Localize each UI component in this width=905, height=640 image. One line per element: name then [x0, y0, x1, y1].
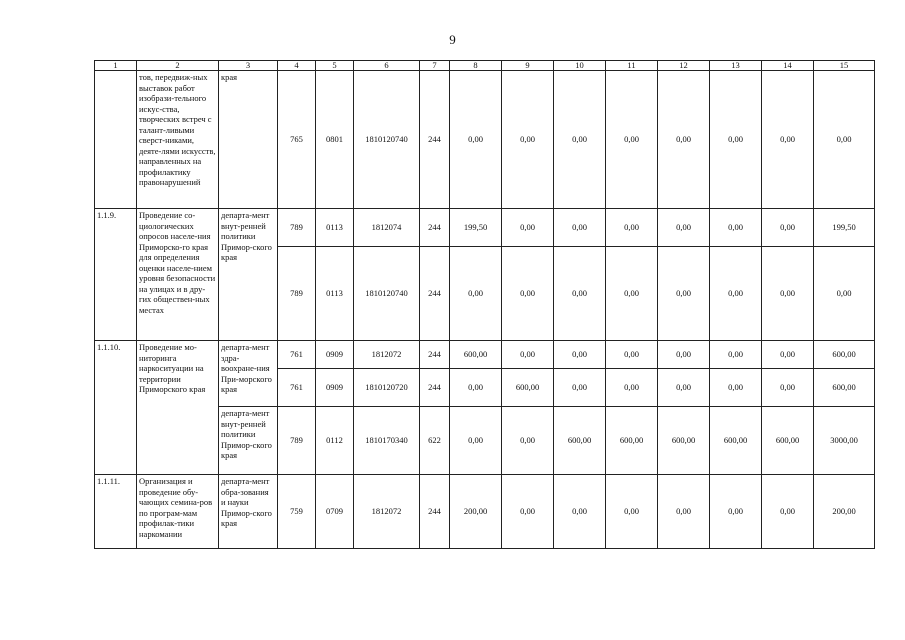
table-cell: 244 — [420, 369, 450, 407]
table-cell: 244 — [420, 475, 450, 549]
table-cell: 789 — [278, 209, 316, 247]
table-cell: 244 — [420, 247, 450, 341]
table-cell: 789 — [278, 407, 316, 475]
table-cell: 0,00 — [606, 209, 658, 247]
table-cell: 1812072 — [354, 475, 420, 549]
table-cell: 0,00 — [606, 341, 658, 369]
table-cell: 14 — [762, 61, 814, 71]
table-cell: 1.1.10. — [95, 341, 137, 475]
table-cell: 244 — [420, 209, 450, 247]
table-cell: 0113 — [316, 209, 354, 247]
table-cell: 12 — [658, 61, 710, 71]
table-cell: 0,00 — [814, 247, 875, 341]
table-cell: 0,00 — [606, 247, 658, 341]
table-cell: 199,50 — [450, 209, 502, 247]
table-cell: 10 — [554, 61, 606, 71]
table-cell: 5 — [316, 61, 354, 71]
table-cell: 789 — [278, 247, 316, 341]
table-cell: 1812074 — [354, 209, 420, 247]
table-cell: Проведение мо-ниторинга наркоситуации на территории Приморского края — [137, 341, 219, 475]
table-cell: 0,00 — [762, 341, 814, 369]
table-cell: 0,00 — [658, 475, 710, 549]
table-cell: 0,00 — [710, 341, 762, 369]
table-cell: 600,00 — [814, 341, 875, 369]
table-cell: 6 — [354, 61, 420, 71]
table-cell: 7 — [420, 61, 450, 71]
table-cell: 1810120720 — [354, 369, 420, 407]
table-cell: 0,00 — [814, 71, 875, 209]
table-cell: 2 — [137, 61, 219, 71]
table-cell: 11 — [606, 61, 658, 71]
table-cell: 0,00 — [658, 247, 710, 341]
table-cell: 244 — [420, 341, 450, 369]
table-cell: 0,00 — [710, 247, 762, 341]
table-cell: 0113 — [316, 247, 354, 341]
table-cell: Проведение со-циологических опросов населе-ния Приморско-го края для определения оценки населе-нием уровня безопасности на улицах и в дру-гих обществен-ных местах — [137, 209, 219, 341]
table-row — [95, 341, 875, 369]
table-cell: 0,00 — [450, 71, 502, 209]
table-cell: 1810120740 — [354, 247, 420, 341]
table-row — [95, 209, 875, 247]
table-cell: 0,00 — [502, 475, 554, 549]
table-cell: 0,00 — [502, 209, 554, 247]
table-cell: 622 — [420, 407, 450, 475]
table-cell: 600,00 — [502, 369, 554, 407]
table-cell: 0909 — [316, 369, 354, 407]
table-cell: 600,00 — [710, 407, 762, 475]
table-cell: 1 — [95, 61, 137, 71]
table-cell: 1810170340 — [354, 407, 420, 475]
page-number: 9 — [449, 32, 456, 47]
table-cell: 759 — [278, 475, 316, 549]
table-cell: 0,00 — [502, 341, 554, 369]
table-cell: 0,00 — [762, 71, 814, 209]
table-cell: края — [219, 71, 278, 209]
table-cell: 0,00 — [450, 407, 502, 475]
table-cell: 3000,00 — [814, 407, 875, 475]
table-cell: 0,00 — [710, 71, 762, 209]
table-cell: 0,00 — [762, 209, 814, 247]
table-cell — [95, 71, 137, 209]
table-cell: 600,00 — [450, 341, 502, 369]
table-cell: 0709 — [316, 475, 354, 549]
table-cell: Организация и проведение обу-чающих семина-ров по програм-мам профилак-тики наркомании — [137, 475, 219, 549]
table-cell: 200,00 — [450, 475, 502, 549]
table-cell: 600,00 — [554, 407, 606, 475]
table-cell: 0,00 — [450, 247, 502, 341]
table-cell: 0,00 — [710, 369, 762, 407]
table-cell: 0801 — [316, 71, 354, 209]
table-cell: 0,00 — [658, 71, 710, 209]
table-cell: 244 — [420, 71, 450, 209]
table-cell: 0,00 — [502, 407, 554, 475]
table-cell: 0,00 — [658, 369, 710, 407]
table-cell: 0,00 — [710, 209, 762, 247]
table-cell: 8 — [450, 61, 502, 71]
table-cell: 761 — [278, 369, 316, 407]
table-cell: 4 — [278, 61, 316, 71]
table-cell: 0909 — [316, 341, 354, 369]
table-cell: департа-мент обра-зования и науки Примор-ского края — [219, 475, 278, 549]
table-cell: 600,00 — [658, 407, 710, 475]
table-cell: 600,00 — [814, 369, 875, 407]
table-cell: 200,00 — [814, 475, 875, 549]
table-cell: 1.1.11. — [95, 475, 137, 549]
table-cell: 3 — [219, 61, 278, 71]
table-cell: 0,00 — [762, 369, 814, 407]
table-header-row — [95, 61, 875, 71]
table-cell: 0,00 — [554, 369, 606, 407]
table-cell: департа-мент внут-ренней политики Примор-ского края — [219, 407, 278, 475]
table-cell: 0,00 — [606, 71, 658, 209]
table-cell: 0112 — [316, 407, 354, 475]
table-row — [95, 71, 875, 209]
table-cell: 15 — [814, 61, 875, 71]
table-cell: 0,00 — [606, 475, 658, 549]
table-cell: 600,00 — [762, 407, 814, 475]
table-cell: 1812072 — [354, 341, 420, 369]
table-cell: 0,00 — [658, 341, 710, 369]
table-cell: 0,00 — [450, 369, 502, 407]
table-cell: 0,00 — [554, 209, 606, 247]
table-cell: 0,00 — [762, 475, 814, 549]
table-cell: 9 — [502, 61, 554, 71]
table-cell: 0,00 — [554, 247, 606, 341]
table-cell: 0,00 — [502, 247, 554, 341]
table-row — [95, 475, 875, 549]
table-cell: 13 — [710, 61, 762, 71]
table-cell: 0,00 — [554, 475, 606, 549]
table-cell: тов, передвиж-ных выставок работ изобрази-тельного искус-ства, творческих встреч с талант-ливыми сверст-никами, деяте-лями искусств, направленных на профилактику правонарушений — [137, 71, 219, 209]
table-cell: департа-мент здра-воохране-ния При-морского края — [219, 341, 278, 407]
table-cell: 1.1.9. — [95, 209, 137, 341]
table-cell: 0,00 — [658, 209, 710, 247]
budget-table — [94, 60, 875, 549]
table-cell: 199,50 — [814, 209, 875, 247]
table-cell: 1810120740 — [354, 71, 420, 209]
table-cell: 0,00 — [762, 247, 814, 341]
table-cell: 765 — [278, 71, 316, 209]
table-cell: 600,00 — [606, 407, 658, 475]
table-cell: 0,00 — [554, 341, 606, 369]
table-cell: 0,00 — [502, 71, 554, 209]
table-cell: 0,00 — [554, 71, 606, 209]
table-cell: 0,00 — [606, 369, 658, 407]
table-cell: департа-мент внут-ренней политики Примор-ского края — [219, 209, 278, 341]
table-cell: 0,00 — [710, 475, 762, 549]
table-cell: 761 — [278, 341, 316, 369]
